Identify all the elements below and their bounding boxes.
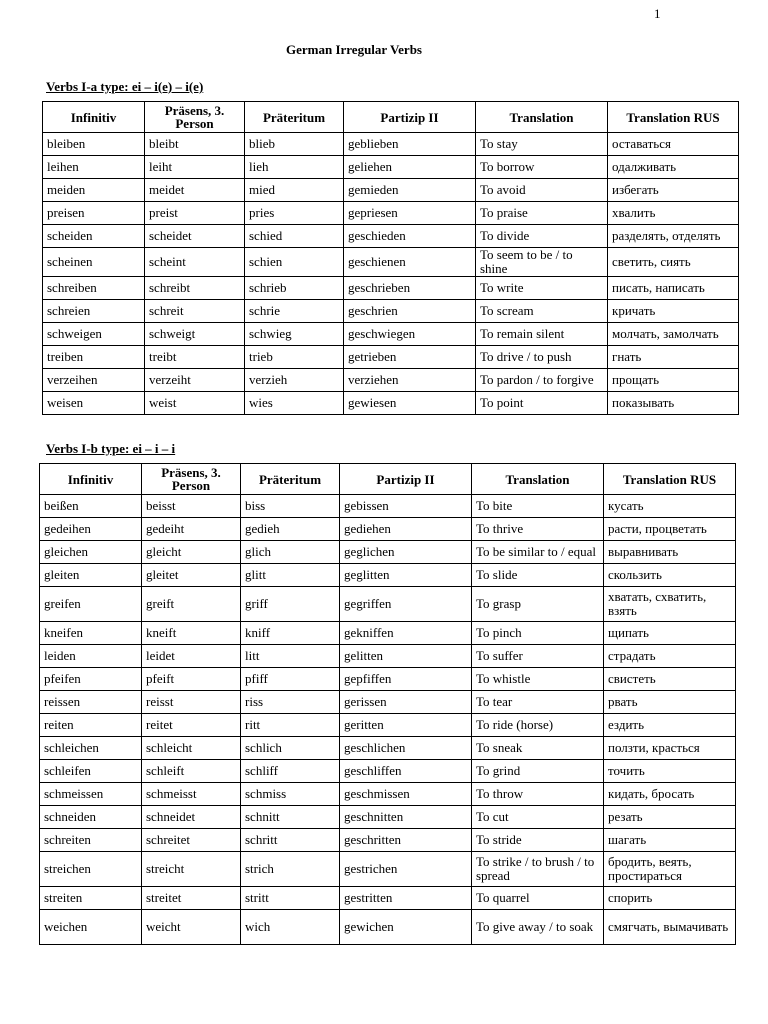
cell-partizip: gewichen (340, 910, 472, 945)
cell-translation-rus: спорить (604, 887, 736, 910)
cell-infinitiv: schmeissen (40, 783, 142, 806)
cell-translation-rus: кричать (608, 300, 739, 323)
cell-praesens: pfeift (142, 668, 241, 691)
cell-infinitiv: preisen (43, 202, 145, 225)
cell-praeteritum: pfiff (241, 668, 340, 691)
cell-praesens: schweigt (145, 323, 245, 346)
column-header-praeteritum: Präteritum (241, 464, 340, 495)
cell-praeteritum: schwieg (245, 323, 344, 346)
page-number: 1 (654, 6, 661, 21)
cell-partizip: geblieben (344, 133, 476, 156)
cell-praesens: preist (145, 202, 245, 225)
cell-praesens: scheint (145, 248, 245, 277)
cell-partizip: gerissen (340, 691, 472, 714)
cell-praesens: schreibt (145, 277, 245, 300)
table-row (40, 587, 736, 622)
cell-translation: To remain silent (476, 323, 608, 346)
cell-infinitiv: kneifen (40, 622, 142, 645)
cell-partizip: geschienen (344, 248, 476, 277)
cell-praesens: schreitet (142, 829, 241, 852)
cell-translation: To whistle (472, 668, 604, 691)
cell-translation: To borrow (476, 156, 608, 179)
cell-translation: To strike / to brush / to spread (472, 852, 604, 887)
cell-infinitiv: schleichen (40, 737, 142, 760)
cell-praeteritum: gedieh (241, 518, 340, 541)
section-heading-1a: Verbs I-a type: ei – i(e) – i(e) (46, 79, 204, 94)
cell-praeteritum: glich (241, 541, 340, 564)
cell-translation: To quarrel (472, 887, 604, 910)
table-row (43, 369, 739, 392)
cell-praeteritum: riss (241, 691, 340, 714)
cell-translation-rus: выравнивать (604, 541, 736, 564)
cell-praeteritum: schlich (241, 737, 340, 760)
cell-translation: To scream (476, 300, 608, 323)
cell-translation: To cut (472, 806, 604, 829)
cell-partizip: gewiesen (344, 392, 476, 415)
cell-infinitiv: meiden (43, 179, 145, 202)
table-row (43, 277, 739, 300)
cell-praeteritum: griff (241, 587, 340, 622)
cell-praesens: bleibt (145, 133, 245, 156)
cell-partizip: geschmissen (340, 783, 472, 806)
column-header-praeteritum: Präteritum (245, 102, 344, 133)
cell-partizip: geschrien (344, 300, 476, 323)
table-row (40, 564, 736, 587)
cell-infinitiv: pfeifen (40, 668, 142, 691)
cell-praeteritum: wich (241, 910, 340, 945)
cell-infinitiv: scheiden (43, 225, 145, 248)
cell-infinitiv: schreiben (43, 277, 145, 300)
cell-praesens: leidet (142, 645, 241, 668)
table-row (43, 202, 739, 225)
cell-partizip: gepfiffen (340, 668, 472, 691)
cell-praesens: verzeiht (145, 369, 245, 392)
table-row (43, 248, 739, 277)
cell-translation-rus: щипать (604, 622, 736, 645)
cell-infinitiv: weichen (40, 910, 142, 945)
cell-translation-rus: свистеть (604, 668, 736, 691)
cell-translation: To stride (472, 829, 604, 852)
table-row (40, 714, 736, 737)
cell-partizip: gekniffen (340, 622, 472, 645)
cell-praesens: streitet (142, 887, 241, 910)
cell-translation: To point (476, 392, 608, 415)
cell-partizip: gegriffen (340, 587, 472, 622)
cell-infinitiv: gleichen (40, 541, 142, 564)
column-header-praesens: Präsens, 3. Person (145, 102, 245, 133)
cell-praesens: schmeisst (142, 783, 241, 806)
table-row (40, 645, 736, 668)
table-header-row (43, 102, 739, 133)
table-row (40, 668, 736, 691)
cell-translation: To throw (472, 783, 604, 806)
cell-praeteritum: ritt (241, 714, 340, 737)
cell-praeteritum: schied (245, 225, 344, 248)
cell-praesens: schreit (145, 300, 245, 323)
cell-translation-rus: рвать (604, 691, 736, 714)
cell-partizip: gestrichen (340, 852, 472, 887)
cell-praeteritum: schnitt (241, 806, 340, 829)
verb-table-1a (42, 101, 739, 415)
table-row (40, 852, 736, 887)
cell-translation-rus: ездить (604, 714, 736, 737)
cell-partizip: geschritten (340, 829, 472, 852)
cell-partizip: geschnitten (340, 806, 472, 829)
cell-praesens: leiht (145, 156, 245, 179)
cell-partizip: geschliffen (340, 760, 472, 783)
cell-praesens: meidet (145, 179, 245, 202)
cell-praeteritum: biss (241, 495, 340, 518)
column-header-infinitiv: Infinitiv (43, 102, 145, 133)
cell-translation-rus: шагать (604, 829, 736, 852)
column-header-partizip: Partizip II (340, 464, 472, 495)
table-row (43, 392, 739, 415)
cell-translation-rus: одалживать (608, 156, 739, 179)
cell-partizip: geschwiegen (344, 323, 476, 346)
cell-infinitiv: weisen (43, 392, 145, 415)
table-row (40, 737, 736, 760)
cell-translation-rus: ползти, красться (604, 737, 736, 760)
table-row (40, 887, 736, 910)
cell-translation-rus: оставаться (608, 133, 739, 156)
cell-praesens: kneift (142, 622, 241, 645)
cell-translation-rus: хватать, схватить, взять (604, 587, 736, 622)
cell-praeteritum: strich (241, 852, 340, 887)
cell-praesens: reisst (142, 691, 241, 714)
cell-praesens: gleicht (142, 541, 241, 564)
table-row (43, 156, 739, 179)
table-row (40, 806, 736, 829)
table-row (43, 133, 739, 156)
table-row (40, 783, 736, 806)
cell-praeteritum: wies (245, 392, 344, 415)
table-row (43, 179, 739, 202)
table-row (40, 760, 736, 783)
cell-partizip: geschlichen (340, 737, 472, 760)
cell-translation: To bite (472, 495, 604, 518)
table-header-row (40, 464, 736, 495)
cell-praesens: gedeiht (142, 518, 241, 541)
cell-translation: To write (476, 277, 608, 300)
cell-translation: To sneak (472, 737, 604, 760)
cell-infinitiv: scheinen (43, 248, 145, 277)
cell-praeteritum: trieb (245, 346, 344, 369)
table-row (40, 829, 736, 852)
table-row (40, 495, 736, 518)
cell-partizip: gebissen (340, 495, 472, 518)
column-header-translation: Translation (476, 102, 608, 133)
cell-praesens: weist (145, 392, 245, 415)
cell-infinitiv: schreiten (40, 829, 142, 852)
cell-praesens: greift (142, 587, 241, 622)
cell-infinitiv: beißen (40, 495, 142, 518)
cell-partizip: gemieden (344, 179, 476, 202)
cell-praesens: schneidet (142, 806, 241, 829)
cell-translation: To grasp (472, 587, 604, 622)
cell-praesens: schleift (142, 760, 241, 783)
cell-praeteritum: stritt (241, 887, 340, 910)
cell-translation-rus: расти, процветать (604, 518, 736, 541)
column-header-translation: Translation (472, 464, 604, 495)
document-title: German Irregular Verbs (285, 42, 422, 57)
column-header-infinitiv: Infinitiv (40, 464, 142, 495)
cell-translation-rus: кидать, бросать (604, 783, 736, 806)
cell-infinitiv: leiden (40, 645, 142, 668)
table-row (43, 300, 739, 323)
cell-translation-rus: смягчать, вымачивать (604, 910, 736, 945)
cell-partizip: gelitten (340, 645, 472, 668)
cell-translation: To be similar to / equal (472, 541, 604, 564)
cell-infinitiv: bleiben (43, 133, 145, 156)
cell-praesens: schleicht (142, 737, 241, 760)
cell-partizip: geschieden (344, 225, 476, 248)
cell-translation-rus: точить (604, 760, 736, 783)
cell-praesens: gleitet (142, 564, 241, 587)
cell-praeteritum: litt (241, 645, 340, 668)
cell-partizip: verziehen (344, 369, 476, 392)
cell-translation: To ride (horse) (472, 714, 604, 737)
cell-praesens: scheidet (145, 225, 245, 248)
cell-infinitiv: greifen (40, 587, 142, 622)
cell-translation: To avoid (476, 179, 608, 202)
cell-translation: To slide (472, 564, 604, 587)
cell-translation: To praise (476, 202, 608, 225)
cell-translation-rus: страдать (604, 645, 736, 668)
cell-partizip: gestritten (340, 887, 472, 910)
cell-praesens: beisst (142, 495, 241, 518)
table-row (43, 323, 739, 346)
cell-partizip: geglitten (340, 564, 472, 587)
table-row (40, 541, 736, 564)
cell-translation: To suffer (472, 645, 604, 668)
cell-infinitiv: streichen (40, 852, 142, 887)
cell-infinitiv: reissen (40, 691, 142, 714)
cell-praeteritum: schliff (241, 760, 340, 783)
cell-partizip: geritten (340, 714, 472, 737)
table-row (40, 910, 736, 945)
cell-praeteritum: schritt (241, 829, 340, 852)
cell-infinitiv: gleiten (40, 564, 142, 587)
table-row (40, 622, 736, 645)
cell-translation-rus: избегать (608, 179, 739, 202)
cell-infinitiv: schneiden (40, 806, 142, 829)
cell-praeteritum: pries (245, 202, 344, 225)
table-row (40, 518, 736, 541)
cell-partizip: geliehen (344, 156, 476, 179)
cell-praesens: streicht (142, 852, 241, 887)
cell-partizip: geglichen (340, 541, 472, 564)
cell-infinitiv: leihen (43, 156, 145, 179)
cell-praesens: reitet (142, 714, 241, 737)
cell-praeteritum: blieb (245, 133, 344, 156)
cell-partizip: geschrieben (344, 277, 476, 300)
cell-translation-rus: гнать (608, 346, 739, 369)
cell-translation: To pinch (472, 622, 604, 645)
cell-translation-rus: писать, написать (608, 277, 739, 300)
cell-translation-rus: скользить (604, 564, 736, 587)
section-heading-1b: Verbs I-b type: ei – i – i (46, 441, 176, 456)
cell-praesens: treibt (145, 346, 245, 369)
cell-translation-rus: прощать (608, 369, 739, 392)
cell-translation-rus: хвалить (608, 202, 739, 225)
cell-translation: To thrive (472, 518, 604, 541)
cell-translation-rus: молчать, замолчать (608, 323, 739, 346)
cell-infinitiv: verzeihen (43, 369, 145, 392)
cell-translation-rus: показывать (608, 392, 739, 415)
cell-partizip: gepriesen (344, 202, 476, 225)
cell-infinitiv: reiten (40, 714, 142, 737)
table-row (43, 346, 739, 369)
cell-translation-rus: резать (604, 806, 736, 829)
column-header-translation-rus: Translation RUS (608, 102, 739, 133)
cell-translation: To seem to be / to shine (476, 248, 608, 277)
cell-translation: To grind (472, 760, 604, 783)
cell-praeteritum: verzieh (245, 369, 344, 392)
table-row (43, 225, 739, 248)
cell-praeteritum: lieh (245, 156, 344, 179)
cell-partizip: getrieben (344, 346, 476, 369)
cell-translation: To divide (476, 225, 608, 248)
cell-infinitiv: schweigen (43, 323, 145, 346)
cell-translation: To tear (472, 691, 604, 714)
cell-infinitiv: gedeihen (40, 518, 142, 541)
cell-translation: To drive / to push (476, 346, 608, 369)
cell-translation-rus: разделять, отделять (608, 225, 739, 248)
cell-infinitiv: schleifen (40, 760, 142, 783)
cell-infinitiv: schreien (43, 300, 145, 323)
cell-translation: To pardon / to forgive (476, 369, 608, 392)
cell-praeteritum: schmiss (241, 783, 340, 806)
column-header-partizip: Partizip II (344, 102, 476, 133)
cell-infinitiv: treiben (43, 346, 145, 369)
cell-praeteritum: kniff (241, 622, 340, 645)
table-row (40, 691, 736, 714)
column-header-translation-rus: Translation RUS (604, 464, 736, 495)
cell-praesens: weicht (142, 910, 241, 945)
cell-translation-rus: кусать (604, 495, 736, 518)
cell-translation: To stay (476, 133, 608, 156)
cell-praeteritum: mied (245, 179, 344, 202)
cell-translation-rus: бродить, веять, простираться (604, 852, 736, 887)
cell-praeteritum: schrieb (245, 277, 344, 300)
cell-praeteritum: schrie (245, 300, 344, 323)
cell-praeteritum: schien (245, 248, 344, 277)
cell-praeteritum: glitt (241, 564, 340, 587)
cell-infinitiv: streiten (40, 887, 142, 910)
cell-partizip: gediehen (340, 518, 472, 541)
cell-translation-rus: светить, сиять (608, 248, 739, 277)
verb-table-1b (39, 463, 736, 945)
column-header-praesens: Präsens, 3. Person (142, 464, 241, 495)
cell-translation: To give away / to soak (472, 910, 604, 945)
